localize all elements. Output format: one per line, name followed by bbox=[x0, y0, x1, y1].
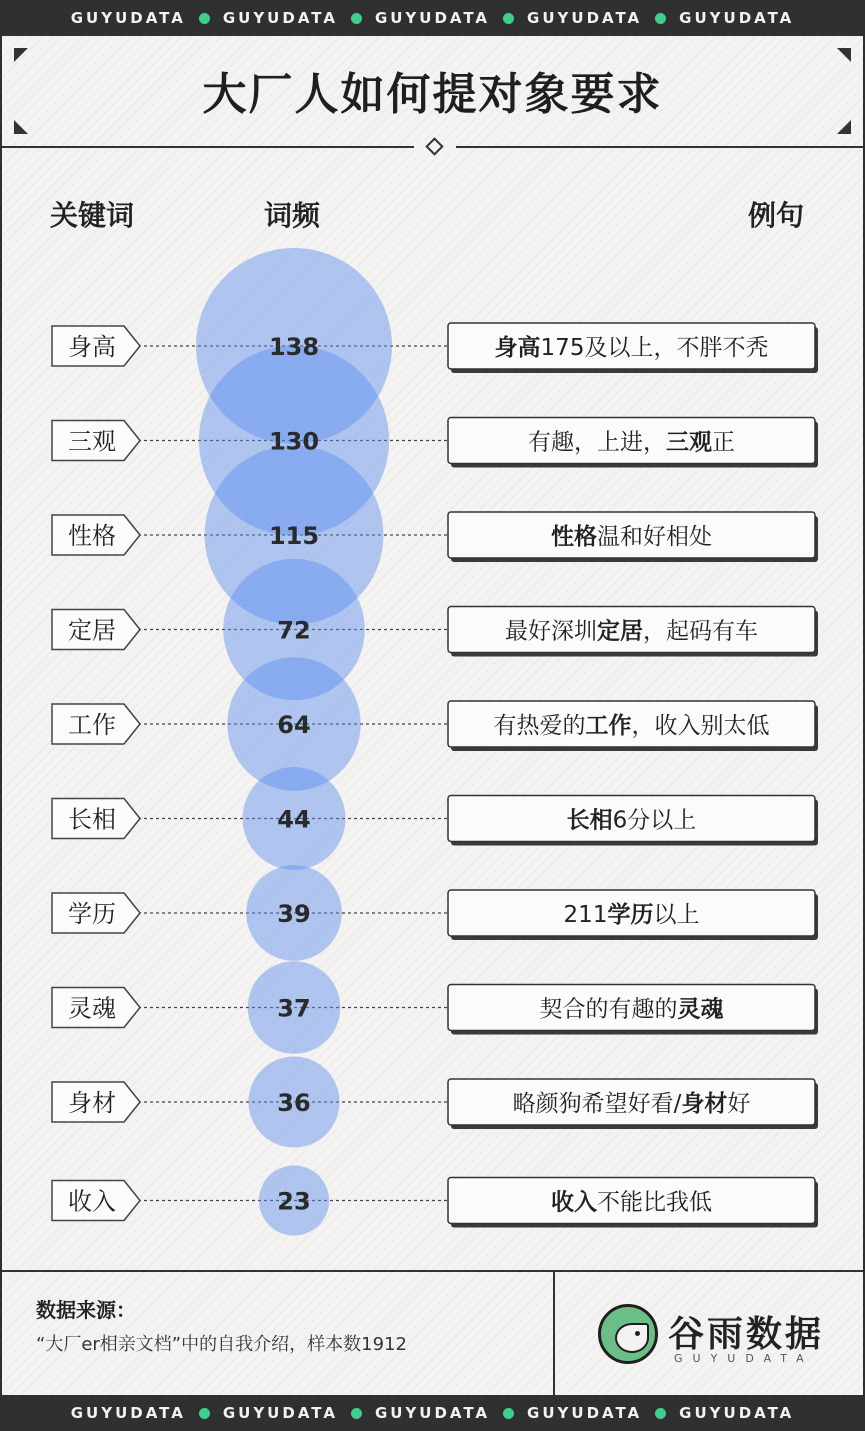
example-text: ，起码有车 bbox=[643, 618, 758, 645]
example-keyword-bold: 工作 bbox=[585, 713, 632, 739]
frequency-column-header: 词频 bbox=[264, 199, 321, 232]
footer-vertical-divider bbox=[553, 1270, 555, 1395]
page-title: 大厂人如何提对象要求 bbox=[202, 69, 663, 120]
example-keyword-bold: 收入 bbox=[551, 1189, 597, 1216]
example-keyword-bold: 身高 bbox=[494, 335, 541, 361]
brand-text: GUYUDATA bbox=[374, 9, 491, 27]
example-keyword-bold: 身材 bbox=[681, 1091, 728, 1117]
example-text: 6分以上 bbox=[612, 807, 697, 834]
green-dot-icon bbox=[503, 13, 514, 24]
example-sentence bbox=[567, 808, 697, 834]
brand-text: GUYUDATA bbox=[70, 9, 186, 27]
top-brand-ticker bbox=[0, 0, 865, 36]
example-text: 有趣，上进， bbox=[528, 429, 666, 456]
frequency-value-label: 115 bbox=[268, 522, 320, 550]
example-text: 211 bbox=[563, 902, 608, 928]
example-keyword-bold: 灵魂 bbox=[677, 996, 724, 1023]
keyword-label: 身材 bbox=[68, 1089, 116, 1117]
example-keyword-bold: 学历 bbox=[607, 902, 654, 928]
green-dot-icon bbox=[655, 1408, 666, 1419]
example-keyword-bold: 三观 bbox=[666, 429, 712, 456]
frequency-value-label: 39 bbox=[277, 900, 311, 928]
logo-subtitle: GUYUDATA bbox=[674, 1352, 814, 1365]
keyword-label: 收入 bbox=[68, 1187, 116, 1216]
bird-logo-icon bbox=[598, 1304, 658, 1364]
brand-text: GUYUDATA bbox=[527, 1404, 643, 1422]
infographic-card bbox=[2, 36, 863, 1395]
frequency-value-label: 23 bbox=[277, 1187, 311, 1216]
brand-text: GUYUDATA bbox=[222, 9, 338, 27]
green-dot-icon bbox=[655, 13, 666, 24]
example-text: 略颜狗希望好看/ bbox=[512, 1091, 682, 1117]
example-text: 175及以上，不胖不秃 bbox=[540, 335, 769, 361]
frequency-value-label: 64 bbox=[277, 711, 311, 739]
example-sentence bbox=[513, 1090, 751, 1117]
example-keyword-bold: 性格 bbox=[551, 524, 597, 550]
example-sentence bbox=[564, 901, 700, 928]
brand-text: GUYUDATA bbox=[70, 1404, 186, 1422]
frequency-value-label: 44 bbox=[277, 805, 311, 834]
example-text: 不能比我低 bbox=[597, 1189, 712, 1216]
keyword-label: 工作 bbox=[68, 711, 116, 739]
example-text: 温和好相处 bbox=[597, 524, 712, 550]
keyword-label: 学历 bbox=[68, 900, 116, 928]
green-dot-icon bbox=[503, 1408, 514, 1419]
frequency-value-label: 72 bbox=[277, 616, 311, 645]
green-dot-icon bbox=[199, 13, 210, 24]
green-dot-icon bbox=[199, 1408, 210, 1419]
keyword-label: 定居 bbox=[68, 616, 116, 645]
example-sentence bbox=[494, 712, 770, 739]
brand-text: GUYUDATA bbox=[222, 1404, 338, 1422]
frequency-value-label: 36 bbox=[277, 1089, 311, 1117]
keyword-column-header: 关键词 bbox=[50, 199, 135, 232]
example-sentence bbox=[528, 430, 735, 456]
brand-text: GUYUDATA bbox=[527, 9, 643, 27]
keyword-label: 性格 bbox=[68, 522, 116, 550]
bottom-brand-ticker bbox=[0, 1395, 865, 1431]
footer-divider bbox=[2, 1270, 863, 1272]
example-keyword-bold: 长相 bbox=[566, 807, 613, 834]
example-keyword-bold: 定居 bbox=[597, 618, 643, 645]
example-text: 最好深圳 bbox=[505, 618, 597, 645]
frequency-value-label: 130 bbox=[268, 427, 320, 456]
example-text: 正 bbox=[712, 429, 735, 456]
keyword-label: 长相 bbox=[68, 805, 116, 834]
keyword-label: 三观 bbox=[68, 427, 116, 456]
example-sentence bbox=[551, 523, 712, 550]
example-sentence bbox=[540, 997, 724, 1023]
example-text: 有热爱的 bbox=[493, 713, 586, 739]
example-text: ，收入别太低 bbox=[631, 713, 770, 739]
example-sentence bbox=[505, 619, 758, 645]
example-column-header: 例句 bbox=[748, 199, 805, 232]
brand-text: GUYUDATA bbox=[679, 1404, 795, 1422]
brand-text: GUYUDATA bbox=[374, 1404, 491, 1422]
logo-name: 谷雨数据 bbox=[668, 1314, 825, 1355]
example-text: 好 bbox=[727, 1091, 751, 1117]
keyword-label: 灵魂 bbox=[68, 994, 116, 1023]
frequency-value-label: 138 bbox=[268, 333, 320, 361]
source-label: 数据来源： bbox=[36, 1298, 136, 1322]
brand-text: GUYUDATA bbox=[679, 9, 795, 27]
example-sentence bbox=[495, 334, 769, 361]
example-sentence bbox=[551, 1189, 712, 1216]
source-text: “大厂er相亲文档”中的自我介绍，样本数1912 bbox=[36, 1334, 407, 1355]
green-dot-icon bbox=[351, 13, 362, 24]
green-dot-icon bbox=[351, 1408, 362, 1419]
keyword-label: 身高 bbox=[68, 333, 116, 361]
bubble-chart bbox=[2, 36, 863, 1270]
example-text: 以上 bbox=[653, 902, 700, 928]
frequency-value-label: 37 bbox=[277, 994, 311, 1023]
example-text: 契合的有趣的 bbox=[539, 996, 678, 1023]
